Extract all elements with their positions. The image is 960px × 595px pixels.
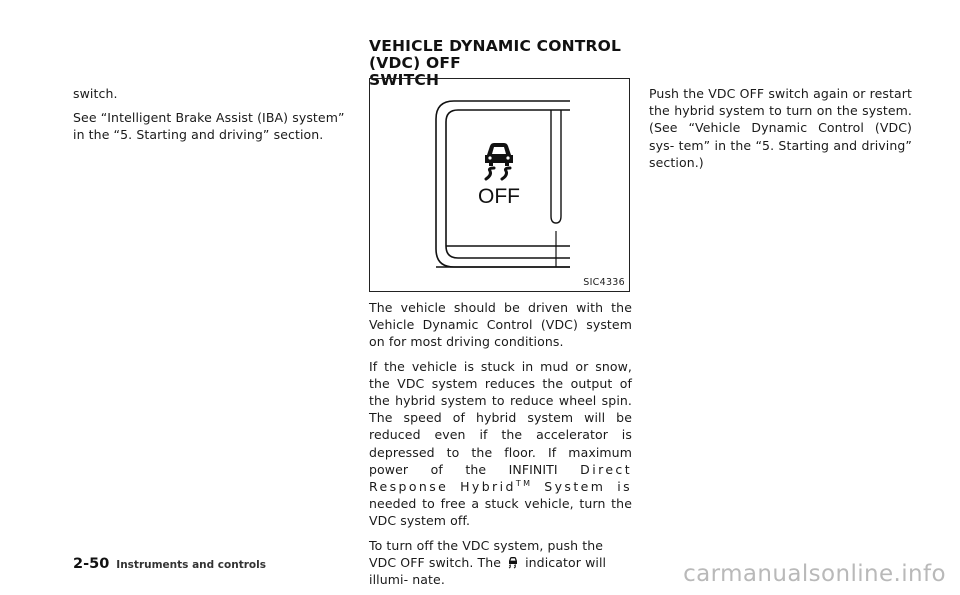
middle-paragraph-2-d: needed to free a stuck vehicle, turn the VDC system off. — [369, 496, 632, 529]
middle-paragraph-3-b: indicator will illumi- nate. — [369, 554, 607, 588]
vdc-off-indicator-icon — [507, 556, 519, 569]
left-column — [73, 85, 356, 151]
middle-column — [369, 299, 632, 595]
page-number: 2-50 — [73, 556, 110, 572]
middle-paragraph-3-a: To turn off the VDC system, push the VDC OFF switch. The — [369, 537, 604, 570]
trademark-mark: TM — [515, 478, 533, 488]
switch-off-label: OFF — [478, 185, 520, 208]
section-heading-line-2: SWITCH — [369, 71, 440, 89]
middle-paragraph-1: The vehicle should be driven with the Vehicle Dynamic Control (VDC) system on for most driving conditions. — [369, 300, 632, 350]
right-column — [649, 85, 912, 178]
page-footer — [73, 553, 266, 572]
right-paragraph-1: Push the VDC OFF switch again or restart the hybrid system to turn on the system. (See “Vehicle Dynamic Control (VDC) sys- tem” in the “5. Starting and driving” section.) — [649, 86, 912, 170]
vdc-off-switch-figure — [369, 78, 630, 292]
skidding-car-icon — [485, 143, 513, 179]
figure-code: SIC4336 — [583, 277, 625, 288]
left-paragraph-2: See “Intelligent Brake Assist (IBA) system” in the “5. Starting and driving” section. — [73, 110, 345, 143]
vdc-switch-illustration — [370, 79, 629, 291]
chapter-title: Instruments and controls — [116, 559, 266, 571]
site-watermark: carmanualsonline.info — [683, 561, 946, 587]
middle-paragraph-2-a: If the vehicle is stuck in mud or snow, the VDC system reduces the output of the hybrid system to reduce wheel spin. The speed of hybrid system will be reduced even if the accelerator is depressed to the floor. If maximum power of the INFINITI — [369, 358, 632, 477]
middle-paragraph-3 — [369, 537, 632, 589]
middle-paragraph-2 — [369, 358, 632, 530]
product-suffix: System is — [532, 479, 632, 495]
product-name: Direct Response Hybrid — [369, 461, 632, 495]
section-heading-line-1: VEHICLE DYNAMIC CONTROL (VDC) OFF — [369, 37, 622, 72]
left-paragraph-1: switch. — [73, 86, 118, 101]
